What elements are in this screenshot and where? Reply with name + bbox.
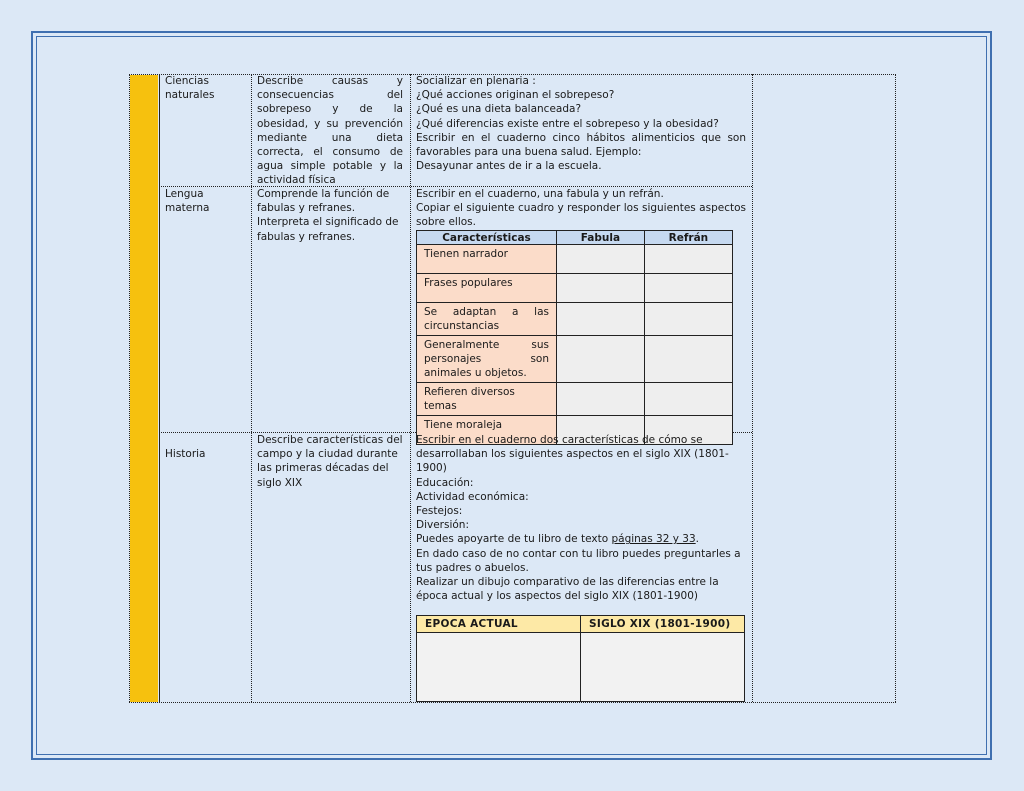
competence-line: sobrepeso y de la (257, 103, 403, 116)
activity-line: Socializar en plenaria : (416, 75, 536, 87)
fabula-cell[interactable] (557, 303, 645, 336)
activity-line: favorables para una buena salud. Ejemplo: (416, 146, 642, 159)
subject-line: materna (165, 202, 210, 215)
row-label: Generalmente sus personajes son animales u objetos. (417, 336, 557, 383)
activity-line: desarrollaban los siguientes aspectos en el siglo XIX (1801- (416, 448, 729, 461)
activity-line: Escribir en el cuaderno cinco hábitos alimenticios que son (416, 131, 746, 144)
competence-historia (257, 433, 403, 490)
row-label: Frases populares (417, 274, 557, 303)
competence-line: Describe características del (257, 434, 403, 446)
table-row (417, 336, 733, 383)
row-label: Se adaptan a las circunstancias (417, 303, 557, 336)
epoca-actual-drawing-area[interactable] (417, 633, 581, 702)
competence-line: Comprende la función de (257, 188, 390, 200)
activity-line: ¿Qué acciones originan el sobrepeso? (416, 89, 615, 102)
competence-line: correcta, el consumo de (257, 146, 403, 159)
row-label: Tienen narrador (417, 245, 557, 274)
competence-line: campo y la ciudad durante (257, 448, 398, 461)
subject-line: Historia (165, 448, 206, 460)
refran-cell[interactable] (644, 383, 732, 416)
activities-lengua (416, 187, 746, 230)
table-row (417, 245, 733, 274)
refran-cell[interactable] (644, 303, 732, 336)
activity-line: Escribir en el cuaderno, una fabula y un refrán. (416, 188, 664, 200)
refran-cell[interactable] (644, 274, 732, 303)
activity-line: 1900) (416, 462, 447, 475)
book-ref-text: Puedes apoyarte de tu libro de texto (416, 533, 612, 546)
subject-historia (165, 447, 206, 461)
fabula-cell[interactable] (557, 383, 645, 416)
refran-cell[interactable] (644, 245, 732, 274)
activity-line: ¿Qué diferencias existe entre el sobrepeso y la obesidad? (416, 117, 719, 130)
col-border-3 (410, 74, 411, 702)
competence-line: Interpreta el significado de (257, 216, 399, 229)
header-refran: Refrán (644, 231, 732, 245)
table-row (417, 383, 733, 416)
epoch-comparison-table (416, 615, 745, 702)
book-ref-end: . (695, 533, 700, 546)
activity-line: tus padres o abuelos. (416, 561, 529, 574)
competence-lengua (257, 187, 403, 244)
activity-line: ¿Qué es una dieta balanceada? (416, 103, 582, 116)
col-border-4 (752, 74, 753, 702)
activity-line: Actividad económica: (416, 490, 529, 503)
competence-line: mediante una dieta (257, 131, 403, 144)
competence-line: fabulas y refranes. (257, 230, 356, 243)
table-bottom-border (129, 702, 896, 703)
activity-line: Diversión: (416, 519, 469, 532)
table-header-row (417, 231, 733, 245)
competence-ciencias (257, 74, 403, 188)
refran-cell[interactable] (644, 336, 732, 383)
subject-line: naturales (165, 89, 215, 102)
competence-line: obesidad, y su prevención (257, 117, 403, 130)
accent-strip (130, 75, 158, 702)
row-label: Refieren diversos temas (417, 383, 557, 416)
activity-line: En dado caso de no contar con tu libro puedes preguntarles a (416, 547, 741, 560)
header-epoca-actual: EPOCA ACTUAL (417, 616, 581, 633)
activity-line: Copiar el siguiente cuadro y responder los siguientes aspectos (416, 202, 746, 215)
epoch-header-row (417, 616, 745, 633)
competence-line: consecuencias del (257, 89, 403, 102)
competence-line: Describe causas y (257, 75, 403, 87)
competence-line: las primeras décadas del (257, 462, 389, 475)
header-fabula: Fabula (557, 231, 645, 245)
competence-line: fabulas y refranes. (257, 202, 356, 215)
activity-line: Realizar un dibujo comparativo de las diferencias entre la (416, 576, 719, 589)
competence-line: agua simple potable y la (257, 160, 403, 173)
siglo-xix-drawing-area[interactable] (581, 633, 745, 702)
competence-line: actividad física (257, 174, 336, 187)
col-border-2 (251, 74, 252, 702)
activity-line: Desayunar antes de ir a la escuela. (416, 160, 602, 173)
subject-line: Lengua (165, 188, 204, 200)
col-border-1 (159, 74, 160, 702)
book-pages-link[interactable]: páginas 32 y 33 (611, 533, 696, 546)
activities-historia (416, 433, 746, 603)
subject-lengua (165, 187, 209, 215)
table-row (417, 303, 733, 336)
table-row (417, 274, 733, 303)
activity-line: Festejos: (416, 505, 463, 518)
characteristics-table (416, 230, 733, 445)
activity-line: Educación: (416, 476, 474, 489)
col-border-5 (895, 74, 896, 702)
row-label: Tiene moraleja (417, 416, 557, 445)
col-border-0 (129, 74, 130, 702)
subject-line: Ciencias (165, 75, 209, 87)
epoch-drawing-row (417, 633, 745, 702)
book-reference-line (416, 532, 746, 546)
subject-ciencias (165, 74, 214, 102)
activity-line: época actual y los aspectos del siglo XIX (1801-1900) (416, 590, 698, 603)
fabula-cell[interactable] (557, 245, 645, 274)
fabula-cell[interactable] (557, 274, 645, 303)
activities-ciencias (416, 74, 746, 173)
fabula-cell[interactable] (557, 336, 645, 383)
header-siglo-xix: SIGLO XIX (1801-1900) (581, 616, 745, 633)
header-caracteristicas: Características (417, 231, 557, 245)
competence-line: siglo XIX (257, 476, 303, 489)
activity-line: sobre ellos. (416, 216, 476, 229)
activity-line: Escribir en el cuaderno dos características de cómo se (416, 434, 703, 446)
